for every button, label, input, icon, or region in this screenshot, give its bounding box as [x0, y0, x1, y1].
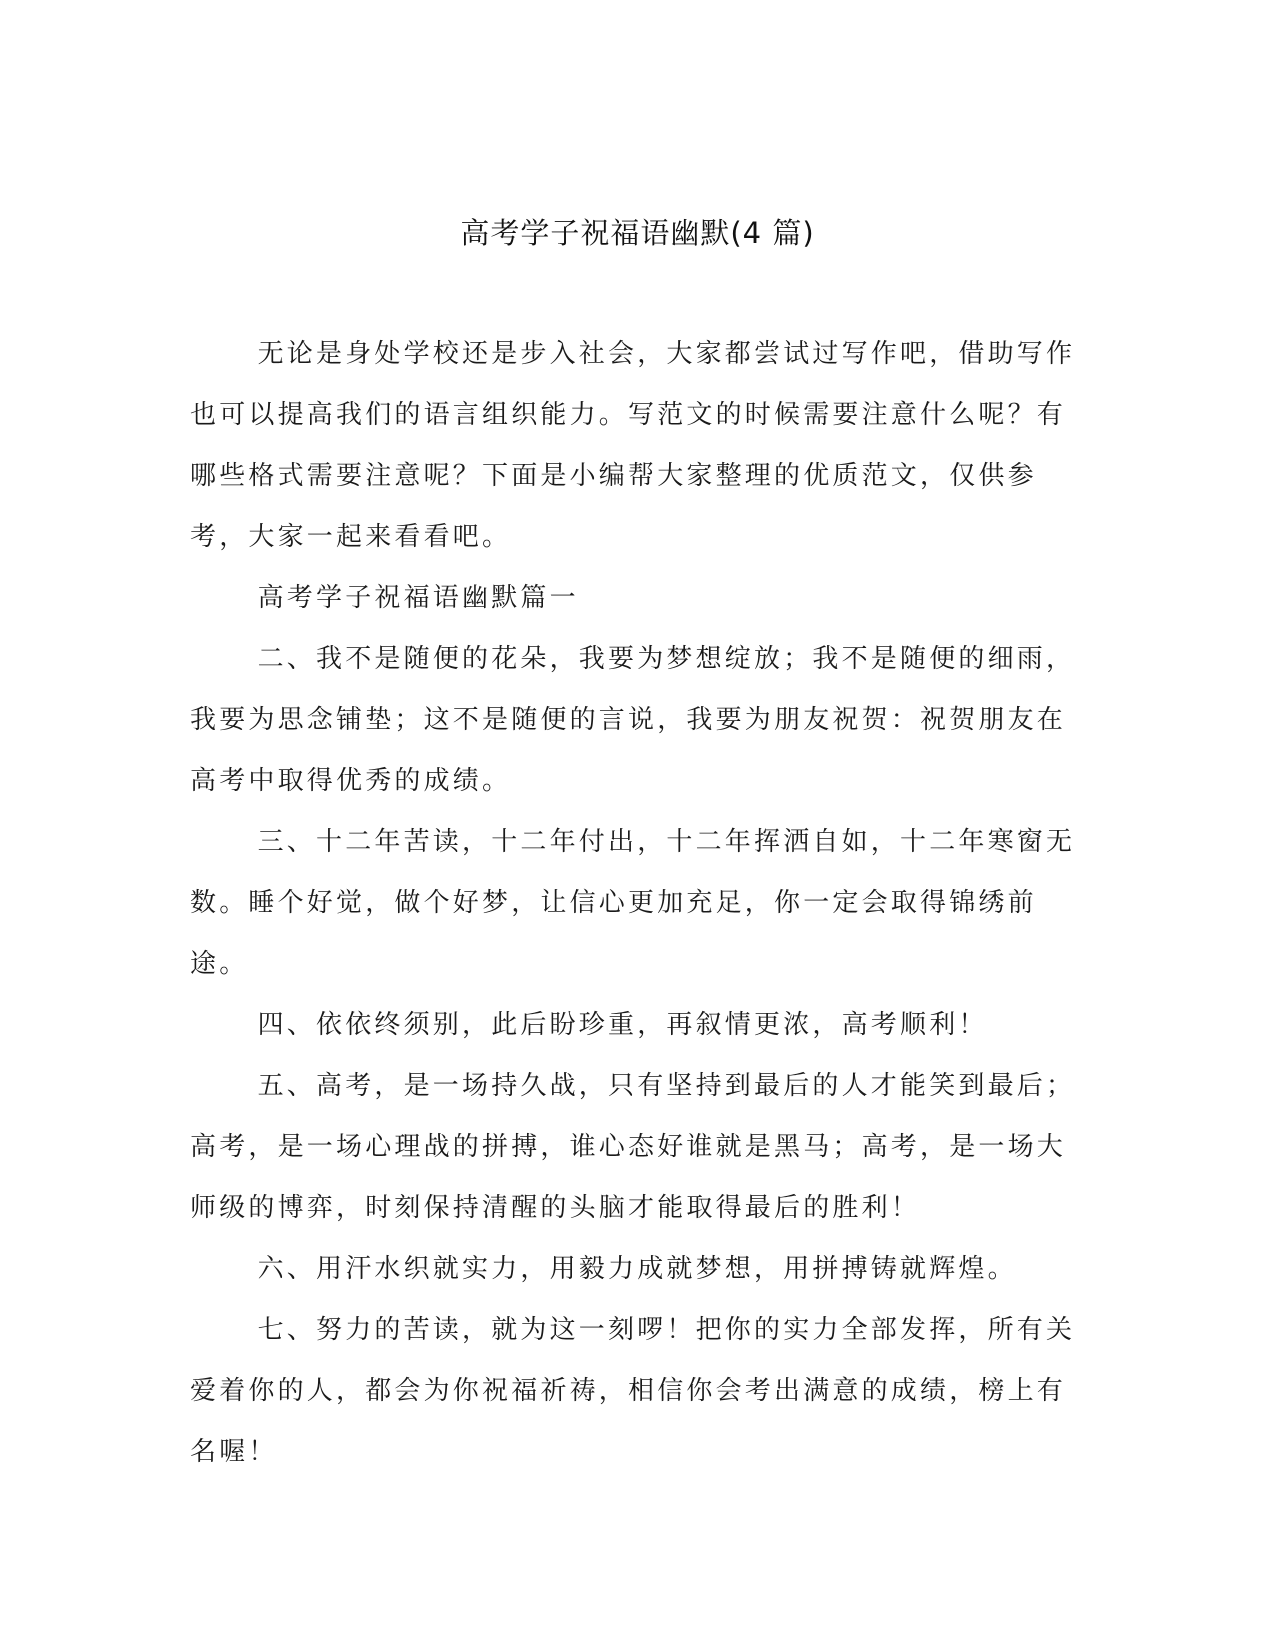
paragraph-item-2: 二、我不是随便的花朵，我要为梦想绽放；我不是随便的细雨，我要为思念铺垫；这不是随便的言说，我要为朋友祝贺：祝贺朋友在高考中取得优秀的成绩。	[190, 644, 1076, 796]
document-title: 高考学子祝福语幽默(4 篇)	[460, 216, 815, 250]
document-body	[190, 324, 1080, 1483]
paragraph-intro: 无论是身处学校还是步入社会，大家都尝试过写作吧，借助写作也可以提高我们的语言组织能力。写范文的时候需要注意什么呢？有哪些格式需要注意呢？下面是小编帮大家整理的优质范文，仅供参考，大家一起来看看吧。	[190, 339, 1076, 552]
paragraph-item-3: 三、十二年苦读，十二年付出，十二年挥洒自如，十二年寒窗无数。睡个好觉，做个好梦，让信心更加充足，你一定会取得锦绣前途。	[190, 827, 1076, 979]
paragraph-item-7: 七、努力的苦读，就为这一刻啰！把你的实力全部发挥，所有关爱着你的人，都会为你祝福祈祷，相信你会考出满意的成绩，榜上有名喔！	[190, 1315, 1076, 1467]
paragraph-item-6: 六、用汗水织就实力，用毅力成就梦想，用拼搏铸就辉煌。	[257, 1254, 1017, 1284]
paragraph-item-5: 五、高考，是一场持久战，只有坚持到最后的人才能笑到最后；高考，是一场心理战的拼搏，谁心态好谁就是黑马；高考，是一场大师级的博弈，时刻保持清醒的头脑才能取得最后的胜利！	[190, 1071, 1076, 1223]
paragraph-item-4: 四、依依终须别，此后盼珍重，再叙情更浓，高考顺利！	[257, 1010, 988, 1040]
section-heading: 高考学子祝福语幽默篇一	[257, 583, 579, 613]
